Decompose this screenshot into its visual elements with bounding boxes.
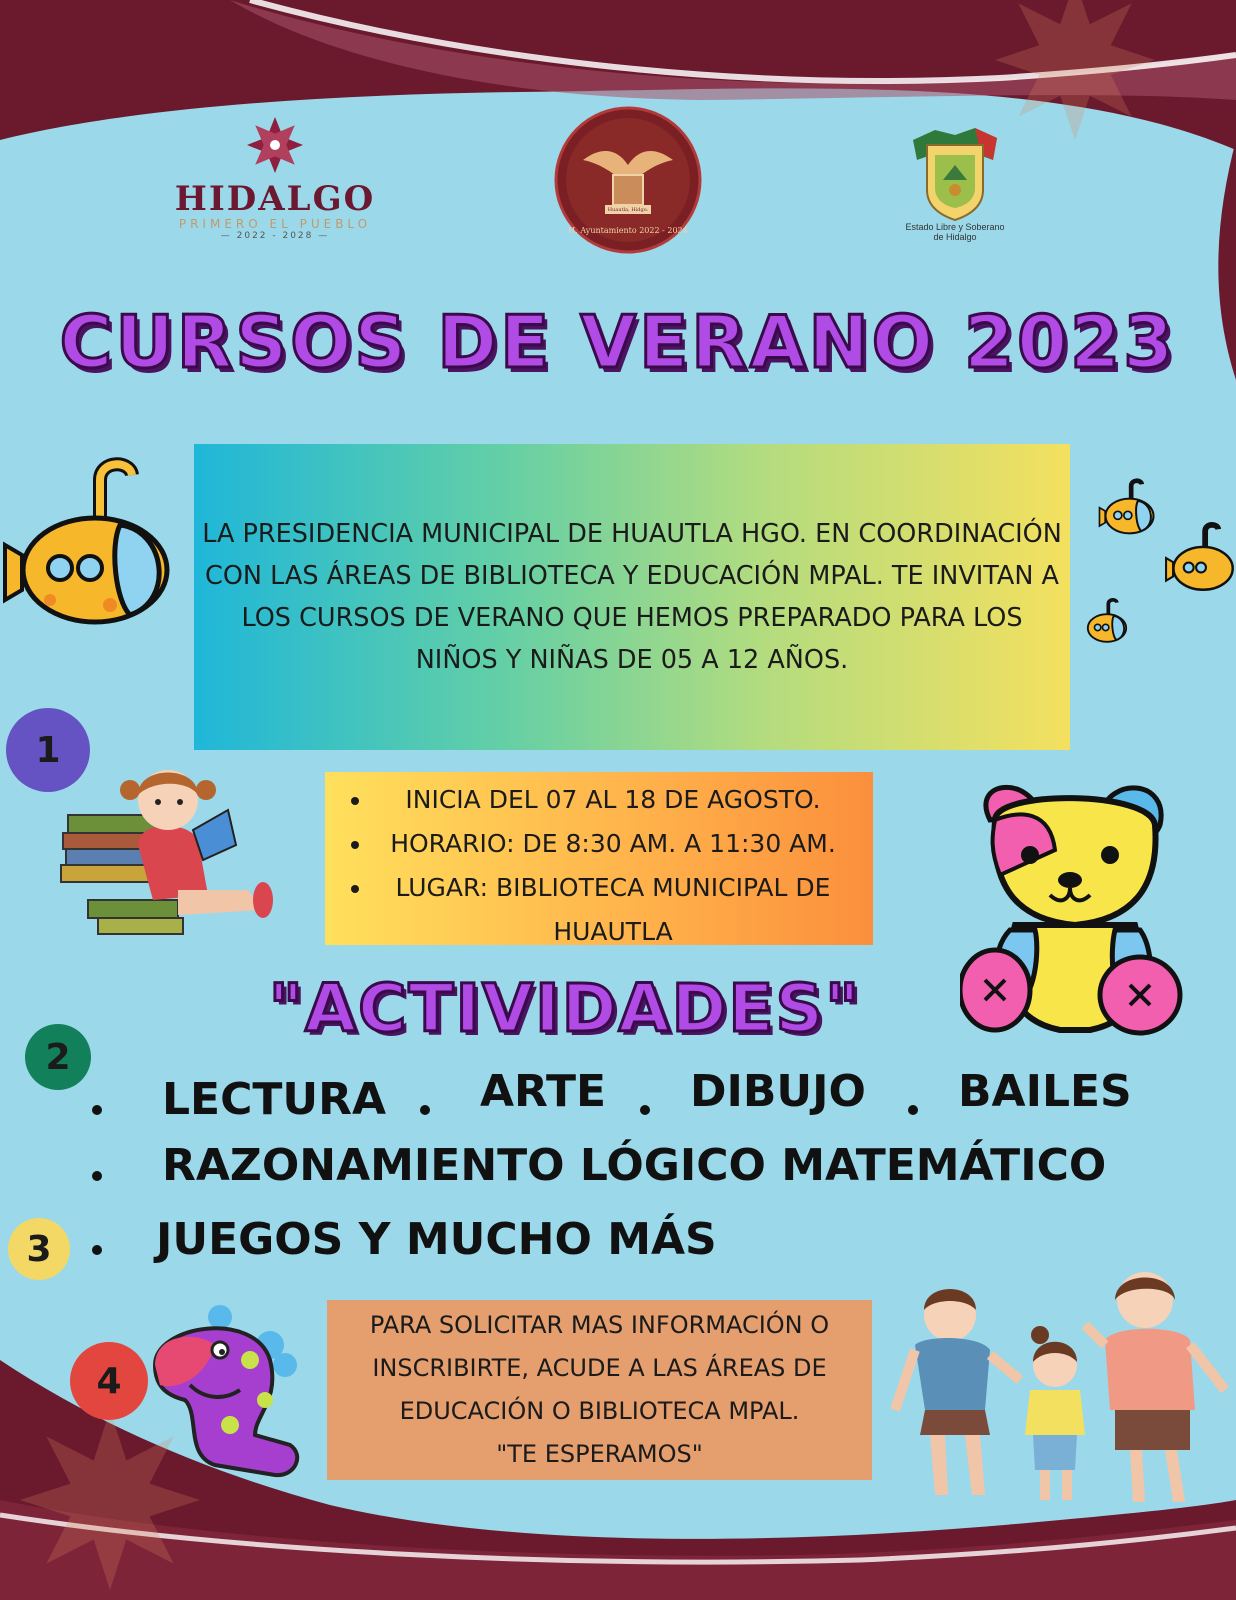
sock-puppet-illustration [145,1305,315,1480]
activity-item: JUEGOS Y MUCHO MÁS [156,1214,717,1265]
bullet-icon [420,1105,430,1115]
family-illustration [890,1270,1236,1510]
contact-box [327,1300,872,1480]
state-coat-of-arms [905,120,1005,225]
activity-item: DIBUJO [690,1066,866,1117]
badge-3: 3 [8,1218,70,1280]
activity-bullet [420,1082,430,1133]
contact-text [370,1304,829,1476]
submarine-medium-icon [1164,506,1236,606]
page-title: CURSOS DE VERANO 2023 [59,300,1177,384]
puppy-illustration [960,780,1190,1050]
details-item: • HORARIO: DE 8:30 AM. A 11:30 AM. [373,822,853,866]
badge-2: 2 [25,1024,91,1090]
bullet-icon [908,1105,918,1115]
details-item: • INICIA DEL 07 AL 18 DE AGOSTO. [373,778,853,822]
badge-1: 1 [6,708,90,792]
state-caption-line2: de Hidalgo [933,232,977,242]
municipal-seal [553,105,703,255]
details-box [325,772,873,945]
activity-bullet [92,1222,102,1273]
activity-item: RAZONAMIENTO LÓGICO MATEMÁTICO [162,1140,1107,1191]
details-list [325,772,873,954]
hidalgo-star-icon [240,115,310,175]
bullet-icon [92,1105,102,1115]
intro-text: LA PRESIDENCIA MUNICIPAL DE HUAUTLA HGO. EN COORDINACIÓN CON LAS ÁREAS DE BIBLIOTECA Y EDUCACIÓN MPAL. TE INVITAN A LOS CURSOS DE VERANO QUE HEMOS PREPARADO PARA LOS NIÑOS Y NIÑAS DE 05 A 12 AÑOS. [202,519,1062,675]
activity-bullet [640,1082,650,1133]
intro-box [194,444,1070,750]
seal-town: Huautla, Hidgo. [607,207,649,213]
badge-4: 4 [70,1342,148,1420]
state-caption-line1: Estado Libre y Soberano [905,222,1005,232]
activity-item: ARTE [480,1066,607,1117]
girl-reading-illustration [58,760,283,950]
activity-item: LECTURA [162,1074,387,1125]
contact-line: "TE ESPERAMOS" [496,1440,703,1468]
activities-title: "ACTIVIDADES" [268,970,862,1047]
bullet-icon [640,1105,650,1115]
contact-line: PARA SOLICITAR MAS INFORMACIÓN O [369,1311,830,1339]
hidalgo-years: — 2022 - 2028 — [220,231,330,241]
bullet-icon [92,1171,102,1181]
submarine-large-icon [0,450,175,630]
submarine-tiny-icon [1080,596,1130,644]
activity-item: BAILES [958,1066,1132,1117]
details-item: • LUGAR: BIBLIOTECA MUNICIPAL DE HUAUTLA [373,866,853,954]
seal-caption: H. Ayuntamiento 2022 - 2024 [568,226,688,235]
activity-bullet [908,1082,918,1133]
hidalgo-tagline: PRIMERO EL PUEBLO [178,217,372,231]
contact-line: EDUCACIÓN O BIBLIOTECA MPAL. [399,1397,800,1425]
bullet-icon [92,1245,102,1255]
submarine-small-icon [1095,476,1159,536]
activity-bullet [92,1148,102,1199]
state-caption [900,222,1010,242]
hidalgo-name: HIDALGO [174,179,376,219]
contact-line: INSCRIBIRTE, ACUDE A LAS ÁREAS DE [372,1354,827,1382]
hidalgo-logo [170,115,380,245]
activity-bullet [92,1082,102,1133]
